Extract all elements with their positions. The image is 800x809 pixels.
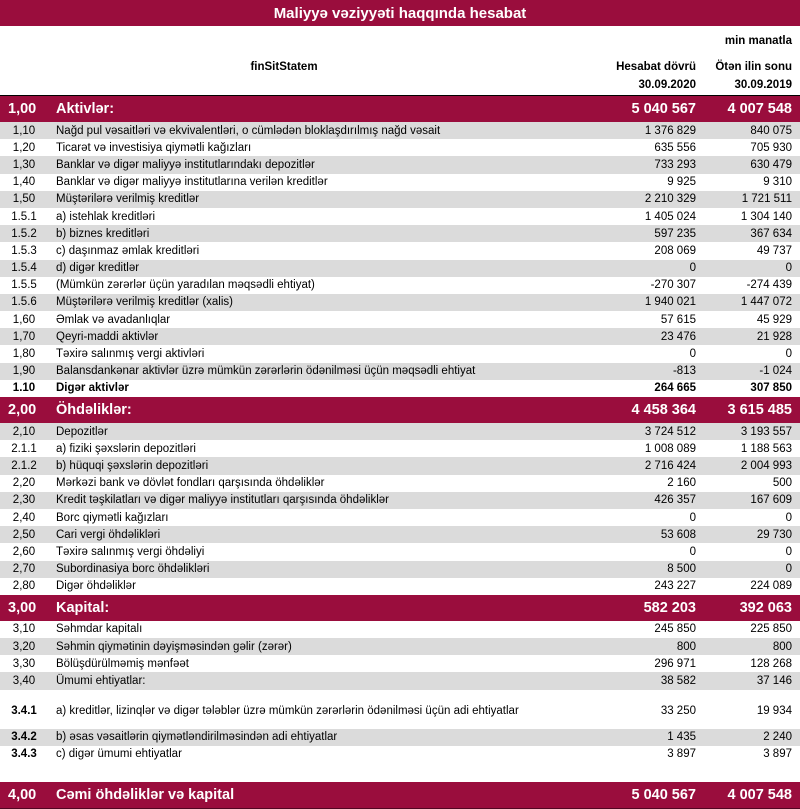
previous-period-date: 30.09.2019 (734, 79, 792, 91)
value-current-period: 0 (689, 545, 696, 558)
value-previous-period: 0 (785, 348, 792, 361)
table-row (0, 277, 800, 294)
value-previous-period: 630 479 (750, 158, 792, 171)
value-previous-period: 29 730 (756, 528, 792, 541)
row-number: 2,70 (12, 563, 36, 576)
row-label: Banklar və digər maliyyə institutlarına verilən kreditlər (56, 176, 328, 189)
row-number: 1,70 (12, 330, 36, 343)
report-title-bar (0, 0, 800, 26)
value-previous-period: 367 634 (750, 227, 792, 240)
table-row (0, 746, 800, 763)
table-row (0, 328, 800, 345)
row-number: 1,10 (12, 124, 36, 137)
table-row (0, 208, 800, 225)
value-previous-period: 0 (785, 545, 792, 558)
row-number: 1,30 (12, 158, 36, 171)
value-current-period: 2 716 424 (644, 459, 696, 472)
row-label: (Mümkün zərərlər üçün yaradılan məqsədli ehtiyat) (56, 279, 315, 292)
value-current-period: 1 376 829 (644, 124, 696, 137)
row-number: 3,00 (8, 599, 37, 616)
value-current-period: 243 227 (654, 580, 696, 593)
row-label: Müştərilərə verilmiş kreditlər (xalis) (56, 296, 233, 309)
row-label: Balansdankənar aktivlər üzrə mümkün zərərlərin ödənilməsi üçün məqsədli ehtiyat (56, 365, 476, 378)
row-number: 1.5.1 (11, 210, 37, 223)
row-label: Cəmi öhdəliklər və kapital (56, 787, 235, 803)
value-previous-period: 2 004 993 (740, 459, 792, 472)
value-previous-period: 49 737 (756, 244, 792, 257)
value-previous-period: 1 447 072 (740, 296, 792, 309)
table-row (0, 561, 800, 578)
row-label: Təxirə salınmış vergi öhdəliyi (56, 545, 205, 558)
row-number: 3,40 (12, 675, 36, 688)
value-current-period: 582 203 (643, 599, 696, 616)
table-row (0, 242, 800, 259)
value-current-period: 597 235 (654, 227, 696, 240)
unit-note: min manatla (724, 35, 792, 47)
row-number: 3,20 (12, 640, 36, 653)
current-period-header: Hesabat dövrü (616, 61, 696, 73)
value-current-period: 208 069 (654, 244, 696, 257)
value-current-period: 5 040 567 (631, 101, 696, 117)
table-row (0, 492, 800, 509)
row-number: 1.5.4 (11, 262, 37, 275)
row-label: a) fiziki şəxslərin depozitləri (56, 442, 196, 455)
value-current-period: 0 (689, 348, 696, 361)
value-current-period: -270 307 (650, 279, 696, 292)
value-previous-period: 4 007 548 (727, 787, 792, 803)
row-label: Mərkəzi bank və dövlət fondları qarşısında öhdəliklər (56, 477, 325, 490)
value-current-period: 3 724 512 (644, 425, 696, 438)
row-label: Ümumi ehtiyatlar: (56, 675, 146, 688)
value-previous-period: 167 609 (750, 494, 792, 507)
row-number: 2,50 (12, 528, 36, 541)
row-label: Cari vergi öhdəlikləri (56, 528, 161, 541)
value-current-period: 1 405 024 (644, 210, 696, 223)
row-number: 1.10 (12, 382, 36, 395)
row-number: 1.5.3 (11, 244, 37, 257)
report-title: Maliyyə vəziyyəti haqqında hesabat (273, 4, 527, 22)
row-label: Təxirə salınmış vergi aktivləri (56, 348, 205, 361)
row-label: Səhmdar kapitalı (56, 623, 143, 636)
row-number: 1,60 (12, 313, 36, 326)
value-previous-period: 2 240 (763, 731, 792, 744)
value-current-period: 296 971 (654, 657, 696, 670)
row-label: c) digər ümumi ehtiyatlar (56, 748, 182, 761)
row-label: Borc qiymətli kağızları (56, 511, 169, 524)
value-current-period: 0 (689, 511, 696, 524)
column-header-row-1 (0, 55, 800, 73)
value-previous-period: 1 188 563 (740, 442, 792, 455)
table-row (0, 345, 800, 362)
value-previous-period: 3 193 557 (740, 425, 792, 438)
value-current-period: 0 (689, 262, 696, 275)
value-current-period: 33 250 (660, 704, 696, 717)
table-row (0, 509, 800, 526)
value-current-period: 8 500 (667, 563, 696, 576)
value-current-period: 1 008 089 (644, 442, 696, 455)
row-label: Kapital: (56, 599, 110, 616)
row-number: 2,80 (12, 580, 36, 593)
table-row (0, 191, 800, 208)
value-previous-period: 224 089 (750, 580, 792, 593)
value-previous-period: 128 268 (750, 657, 792, 670)
value-current-period: 264 665 (654, 382, 696, 395)
section-row (0, 397, 800, 423)
row-number: 2,20 (12, 477, 36, 490)
value-previous-period: 500 (772, 477, 792, 490)
table-row (0, 423, 800, 440)
row-label: Əmlak və avadanlıqlar (56, 313, 171, 326)
value-previous-period: 21 928 (756, 330, 792, 343)
row-label: Bölüşdürülməmiş mənfəət (56, 657, 189, 670)
table-row (0, 139, 800, 156)
row-number: 1,40 (12, 176, 36, 189)
row-label: Kredit təşkilatları və digər maliyyə institutları qarşısında öhdəliklər (56, 494, 390, 507)
row-number: 3,30 (12, 657, 36, 670)
row-label: Ticarət və investisiya qiymətli kağızları (56, 141, 252, 154)
section-row (0, 96, 800, 122)
value-current-period: 1 940 021 (644, 296, 696, 309)
value-previous-period: 3 897 (763, 748, 792, 761)
value-previous-period: 1 721 511 (741, 193, 792, 206)
value-current-period: 800 (676, 640, 696, 653)
table-row (0, 457, 800, 474)
row-label: Depozitlər (56, 425, 108, 438)
table-row (0, 260, 800, 277)
row-number: 2.1.2 (11, 459, 37, 472)
row-number: 3.4.3 (11, 748, 37, 761)
value-current-period: 53 608 (660, 528, 696, 541)
row-number: 3.4.2 (11, 731, 37, 744)
value-current-period: 635 556 (654, 141, 696, 154)
value-current-period: 57 615 (660, 313, 696, 326)
value-current-period: 4 458 364 (631, 402, 696, 418)
row-label: b) biznes kreditləri (56, 227, 150, 240)
value-current-period: 2 210 329 (644, 193, 696, 206)
value-previous-period: 37 146 (756, 675, 792, 688)
row-number: 2,00 (8, 402, 37, 418)
value-previous-period: 19 934 (756, 704, 792, 717)
row-label: Qeyri-maddi aktivlər (56, 330, 159, 343)
column-header-row-2 (0, 73, 800, 91)
table-row (0, 543, 800, 560)
row-label: Müştərilərə verilmiş kreditlər (56, 193, 200, 206)
table-row (0, 729, 800, 746)
row-label: Digər öhdəliklər (56, 580, 136, 593)
row-label: a) kreditlər, lizinqlər və digər tələblər üzrə mümkün zərərlərin ödənilməsi üçün adi ehtiyatlar (56, 704, 519, 717)
statement-code-label: finSitStatem (250, 61, 318, 73)
row-number: 1,80 (12, 348, 36, 361)
row-number: 4,00 (8, 787, 37, 803)
row-label: Banklar və digər maliyyə institutlarındakı depozitlər (56, 158, 315, 171)
table-row (0, 294, 800, 311)
row-label: Öhdəliklər: (56, 402, 132, 418)
table-row (0, 174, 800, 191)
row-label: c) daşınmaz əmlak kreditləri (56, 244, 200, 257)
table-row (0, 122, 800, 139)
row-label: Digər aktivlər (56, 382, 129, 395)
row-number: 1,20 (12, 141, 36, 154)
report-header (0, 26, 800, 96)
value-current-period: -813 (672, 365, 696, 378)
row-label: d) digər kreditlər (56, 262, 140, 275)
table-row (0, 699, 800, 723)
row-number: 3,10 (12, 623, 36, 636)
row-label: b) əsas vəsaitlərin qiymətləndirilməsindən adi ehtiyatlar (56, 731, 338, 744)
table-row (0, 578, 800, 595)
current-period-date: 30.09.2020 (638, 79, 696, 91)
value-previous-period: 800 (772, 640, 792, 653)
value-previous-period: 840 075 (750, 124, 792, 137)
table-row (0, 380, 800, 397)
row-number: 2,30 (12, 494, 36, 507)
row-number: 2,60 (12, 545, 36, 558)
row-number: 3.4.1 (11, 704, 37, 717)
value-current-period: 2 160 (667, 477, 696, 490)
section-row (0, 595, 800, 621)
row-number: 2,10 (12, 425, 36, 438)
previous-period-header: Ötən ilin sonu (715, 61, 792, 73)
row-number: 1.5.6 (11, 296, 37, 309)
statement-table (0, 96, 800, 809)
value-previous-period: 3 615 485 (727, 402, 792, 418)
value-previous-period: -274 439 (746, 279, 792, 292)
value-current-period: 1 435 (667, 731, 696, 744)
row-label: Nağd pul vəsaitləri və ekvivalentləri, o cümlədən bloklaşdırılmış nağd vəsait (56, 124, 441, 137)
row-label: Səhmin qiymətinin dəyişməsindən gəlir (zərər) (56, 640, 292, 653)
value-previous-period: 4 007 548 (727, 101, 792, 117)
value-previous-period: 225 850 (750, 623, 792, 636)
value-current-period: 23 476 (660, 330, 696, 343)
table-row (0, 621, 800, 638)
value-previous-period: 0 (785, 563, 792, 576)
value-current-period: 5 040 567 (631, 787, 696, 803)
value-previous-period: 9 310 (763, 176, 792, 189)
table-row (0, 440, 800, 457)
value-previous-period: 392 063 (739, 599, 792, 616)
value-current-period: 733 293 (654, 158, 696, 171)
row-label: b) hüquqi şəxslərin depozitləri (56, 459, 209, 472)
row-number: 2.1.1 (11, 442, 37, 455)
row-number: 1.5.5 (11, 279, 37, 292)
value-current-period: 38 582 (660, 675, 696, 688)
section-row (0, 782, 800, 809)
value-current-period: 245 850 (654, 623, 696, 636)
table-row (0, 363, 800, 380)
table-row (0, 311, 800, 328)
value-previous-period: 0 (785, 511, 792, 524)
table-row (0, 225, 800, 242)
row-number: 1,00 (8, 101, 37, 117)
table-row (0, 655, 800, 672)
row-number: 1.5.2 (11, 227, 37, 240)
value-current-period: 9 925 (667, 176, 696, 189)
row-number: 1,90 (12, 365, 36, 378)
value-previous-period: 1 304 140 (740, 210, 792, 223)
value-previous-period: 45 929 (756, 313, 792, 326)
value-current-period: 426 357 (654, 494, 696, 507)
value-current-period: 3 897 (667, 748, 696, 761)
row-number: 2,40 (12, 511, 36, 524)
value-previous-period: -1 024 (759, 365, 792, 378)
table-row (0, 526, 800, 543)
table-row (0, 475, 800, 492)
value-previous-period: 705 930 (750, 141, 792, 154)
value-previous-period: 0 (785, 262, 792, 275)
value-previous-period: 307 850 (750, 382, 792, 395)
table-row (0, 638, 800, 655)
row-label: a) istehlak kreditləri (56, 210, 156, 223)
row-label: Aktivlər: (56, 101, 115, 117)
table-row (0, 156, 800, 173)
row-number: 1,50 (12, 193, 36, 206)
spacer (0, 763, 800, 782)
row-label: Subordinasiya borc öhdəlikləri (56, 563, 210, 576)
table-row (0, 672, 800, 689)
